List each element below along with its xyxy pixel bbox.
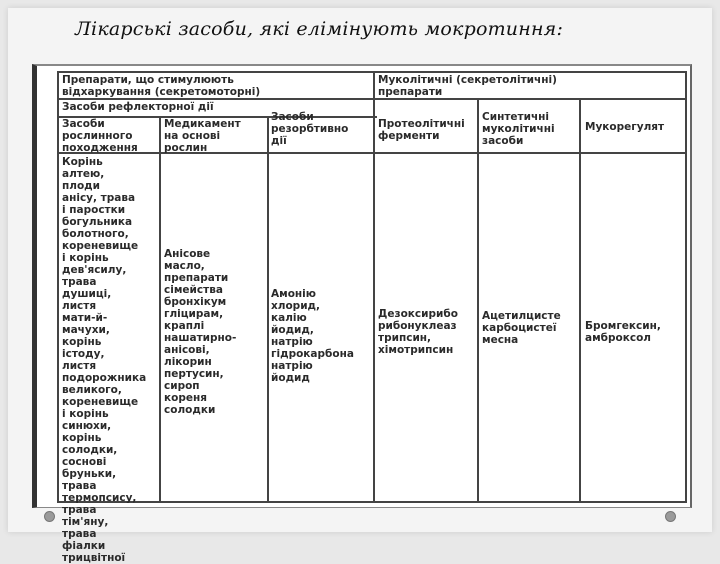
table-top-border	[57, 71, 687, 73]
cell-proteolytic: Дезоксирибо рибонуклеаз трипсин, хімотрипсин	[378, 308, 458, 356]
col-divider-2	[267, 116, 269, 503]
header-secretolytic: Муколітичні (секретолітичні) препарати	[378, 74, 557, 98]
table-right-border	[685, 71, 687, 503]
slide-corner-dot-right	[665, 511, 676, 522]
table-left-border	[57, 71, 59, 503]
col-header-plant-drugs: Медикамент на основі рослин	[164, 118, 241, 154]
col-header-proteolytic: Протеолітичні ферменти	[378, 118, 465, 142]
header-secretomotor: Препарати, що стимулюють відхаркування (секретомоторні)	[62, 74, 261, 98]
drug-classification-table	[32, 64, 692, 564]
cell-plant-origin: Корінь алтею, плоди анісу, трава і паростки богульника болотного, кореневище і корінь дев'ясилу, трава душиці, листя мати-й- мачухи, корінь істоду, листя подорожника великого, кореневище і корінь синюхи, корінь солодки, соснові бруньки, трава термопсису, трава тім'яну, трава фіалки трицвітної	[62, 156, 147, 564]
col-header-mucoregulators: Мукорегулят	[585, 121, 665, 133]
cell-plant-drugs: Анісове масло, препарати сімейства бронхікум гліцирам, краплі нашатирно- анісові, лікорин пертусин, сироп кореня солодки	[164, 248, 237, 416]
subgroup-reflex-action: Засоби рефлекторної дії	[62, 101, 214, 113]
col-divider-4	[477, 98, 479, 503]
cell-resorptive: Амонію хлорид, калію йодид, натрію гідрокарбона натрію йодид	[271, 288, 354, 384]
slide-title: Лікарські засоби, які елімінують мокротиння:	[75, 18, 564, 40]
cell-mucoregulators: Бромгексин, амброксол	[585, 320, 661, 344]
col-header-synthetic: Синтетичні муколітичні засоби	[482, 111, 555, 147]
table-bottom-border	[57, 501, 687, 503]
col-header-resorptive: Засоби резорбтивно дії	[271, 111, 349, 147]
table-header-divider	[57, 98, 687, 100]
col-header-plant-origin: Засоби рослинного походження	[62, 118, 138, 154]
group-divider	[373, 71, 375, 503]
slide-corner-dot-left	[44, 511, 55, 522]
col-divider-1	[159, 116, 161, 503]
cell-synthetic: Ацетилцисте карбоцистеї месна	[482, 310, 561, 346]
col-divider-5	[579, 98, 581, 503]
